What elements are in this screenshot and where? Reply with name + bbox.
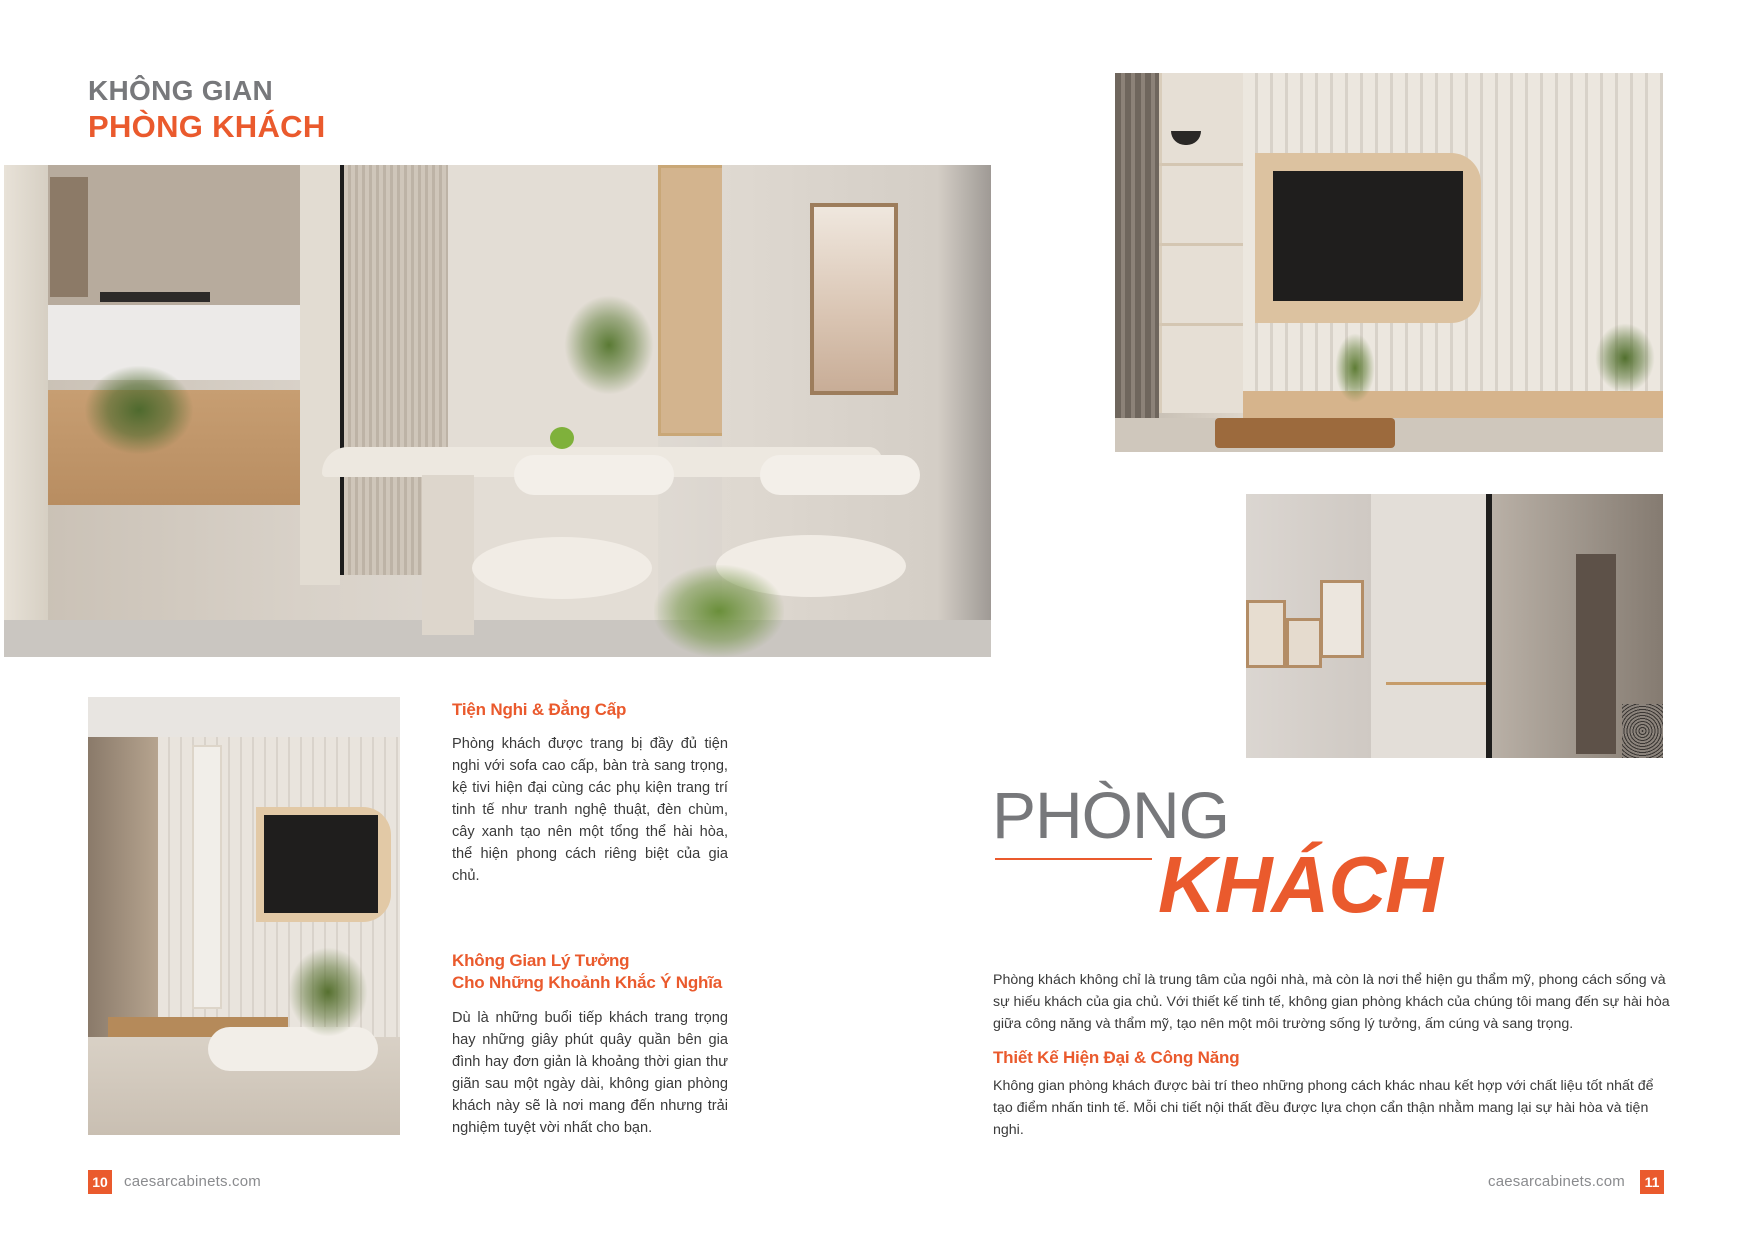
section-body-modern-design: Không gian phòng khách được bài trí theo những phong cách khác nhau kết hợp với chất liệu tốt nhất để tạo điểm nhấn tinh tế. Mỗi chi tiết nội thất đều được lựa chọn cẩn thận nhằm mang lại sự hài hòa và tiện nghi.	[993, 1078, 1654, 1138]
section-heading-amenities: Tiện Nghi & Đẳng Cấp	[452, 700, 627, 719]
hero-title-line-2: KHÁCH	[1158, 840, 1442, 929]
heading-line-1: Không Gian Lý Tưởng	[452, 951, 630, 970]
page-title: PHÒNG KHÁCH	[88, 109, 326, 144]
section-heading-ideal-space	[452, 950, 752, 994]
section-body-amenities: Phòng khách được trang bị đầy đủ tiện nghi với sofa cao cấp, bàn trà sang trọng, kệ tivi hiện đại cùng các phụ kiện trang trí tinh tế như tranh nghệ thuật, đèn chùm, cây xanh tạo nên một tổng thể hài hòa, thể hiện phong cách riêng biệt của gia chủ.	[452, 736, 728, 884]
section-kicker: KHÔNG GIAN	[88, 75, 273, 106]
living-room-tv-wall-photo	[88, 697, 400, 1135]
intro-paragraph: Phòng khách không chỉ là trung tâm của ngôi nhà, mà còn là nơi thể hiện gu thẩm mỹ, phong cách sống và sự hiếu khách của gia chủ. Với thiết kế tinh tế, không gian phòng khách của chúng tôi mang đến sự hài hòa giữa công năng và thẩm mỹ, tạo nên một môi trường sống lý tưởng, ấm cúng và sang trọng.	[993, 972, 1670, 1032]
section-heading-modern-design: Thiết Kế Hiện Đại & Công Năng	[993, 1048, 1240, 1067]
page-number-badge: 11	[1640, 1170, 1664, 1194]
tv-wall-shelving-photo	[1115, 73, 1663, 452]
dining-room-photo	[4, 165, 991, 657]
title-divider-line	[995, 858, 1152, 860]
hero-title-line-1: PHÒNG	[992, 778, 1230, 852]
page-number-badge: 10	[88, 1170, 112, 1194]
hallway-artwork-photo	[1246, 494, 1663, 758]
section-body-ideal-space: Dù là những buổi tiếp khách trang trọng hay những giây phút quây quần bên gia đình hay đơn giản là khoảng thời gian thư giãn sau một ngày dài, không gian phòng khách này sẽ là nơi mang đến nhưng trải nghiệm tuyệt vời nhất cho bạn.	[452, 1010, 728, 1136]
footer-website-link[interactable]: caesarcabinets.com	[1488, 1173, 1625, 1190]
heading-line-2: Cho Những Khoảnh Khắc Ý Nghĩa	[452, 973, 723, 992]
footer-website-link[interactable]: caesarcabinets.com	[124, 1173, 261, 1190]
